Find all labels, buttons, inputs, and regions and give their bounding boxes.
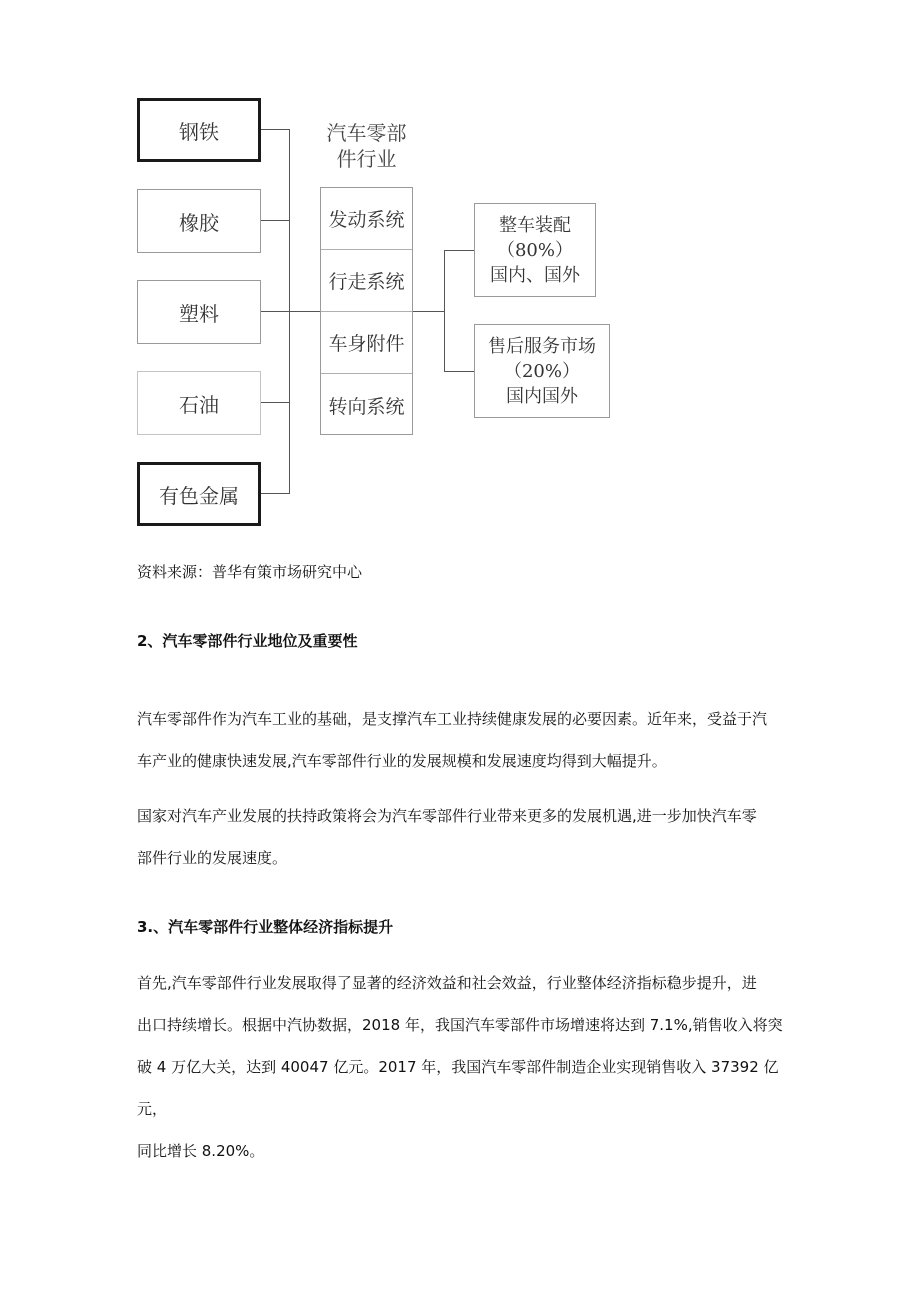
material-box-oil: 石油 [137,371,261,435]
output-assembly-scope: 国内、国外 [490,264,580,286]
material-box-plastic: 塑料 [137,280,261,344]
output-aftermarket-name: 售后服务市场 [488,335,596,357]
section3-paragraph [137,962,797,1172]
source-caption: 资料来源：普华有策市场研究中心 [137,563,363,581]
connector-aftermarket [444,371,474,372]
output-aftermarket-scope: 国内国外 [506,385,578,407]
connector-assembly [444,250,474,251]
section3-para-line4: 同比增长 8.20%。 [137,1142,265,1160]
system-body-accessories: 车身附件 [321,312,412,374]
output-aftermarket-share: （20%） [503,360,580,382]
section2-para2-line1: 国家对汽车产业发展的扶持政策将会为汽车零部件行业带来更多的发展机遇,进一步加快汽车零 [137,807,757,825]
section2-para1-line2: 车产业的健康快速发展,汽车零部件行业的发展规模和发展速度均得到大幅提升。 [137,752,667,770]
section2-paragraph2 [137,795,797,879]
output-box-aftermarket [474,324,610,418]
connector-to-industry [289,311,320,312]
material-box-rubber: 橡胶 [137,189,261,253]
connector-rubber [261,220,290,221]
system-engine: 发动系统 [321,188,412,250]
section2-para2-line2: 部件行业的发展速度。 [137,849,288,867]
output-assembly-share: （80%） [496,239,573,261]
section3-para-line3: 破 4 万亿大关，达到 40047 亿元。2017 年，我国汽车零部件制造企业实现销售收入 37392 亿元， [137,1058,779,1118]
section2-para1-line1: 汽车零部件作为汽车工业的基础，是支撑汽车工业持续健康发展的必要因素。近年来，受益于汽 [137,710,768,728]
output-box-vehicle-assembly [474,203,596,297]
industry-group-title [320,120,413,172]
connector-steel [261,129,290,130]
material-box-steel: 钢铁 [137,98,261,162]
systems-stack [320,187,413,435]
industry-chain-diagram [0,0,920,540]
material-box-nonferrous-metals: 有色金属 [137,462,261,526]
output-assembly-name: 整车装配 [499,214,571,236]
section2-paragraph1 [137,698,797,782]
connector-from-industry [413,311,445,312]
industry-title-line2: 件行业 [336,147,397,171]
industry-title-line1: 汽车零部 [326,121,407,145]
section3-heading: 3.、汽车零部件行业整体经济指标提升 [137,918,394,936]
section3-para-line2: 出口持续增长。根据中汽协数据，2018 年，我国汽车零部件市场增速将达到 7.1%,销售收入将突 [137,1016,783,1034]
connector-oil [261,402,290,403]
system-chassis: 行走系统 [321,250,412,312]
outputs-vertical-bus [444,250,445,372]
section2-heading: 2、汽车零部件行业地位及重要性 [137,632,358,650]
connector-plastic [261,311,290,312]
system-steering: 转向系统 [328,395,405,418]
section3-para-line1: 首先,汽车零部件行业发展取得了显著的经济效益和社会效益，行业整体经济指标稳步提升，进 [137,974,757,992]
connector-nonferrous [261,493,290,494]
